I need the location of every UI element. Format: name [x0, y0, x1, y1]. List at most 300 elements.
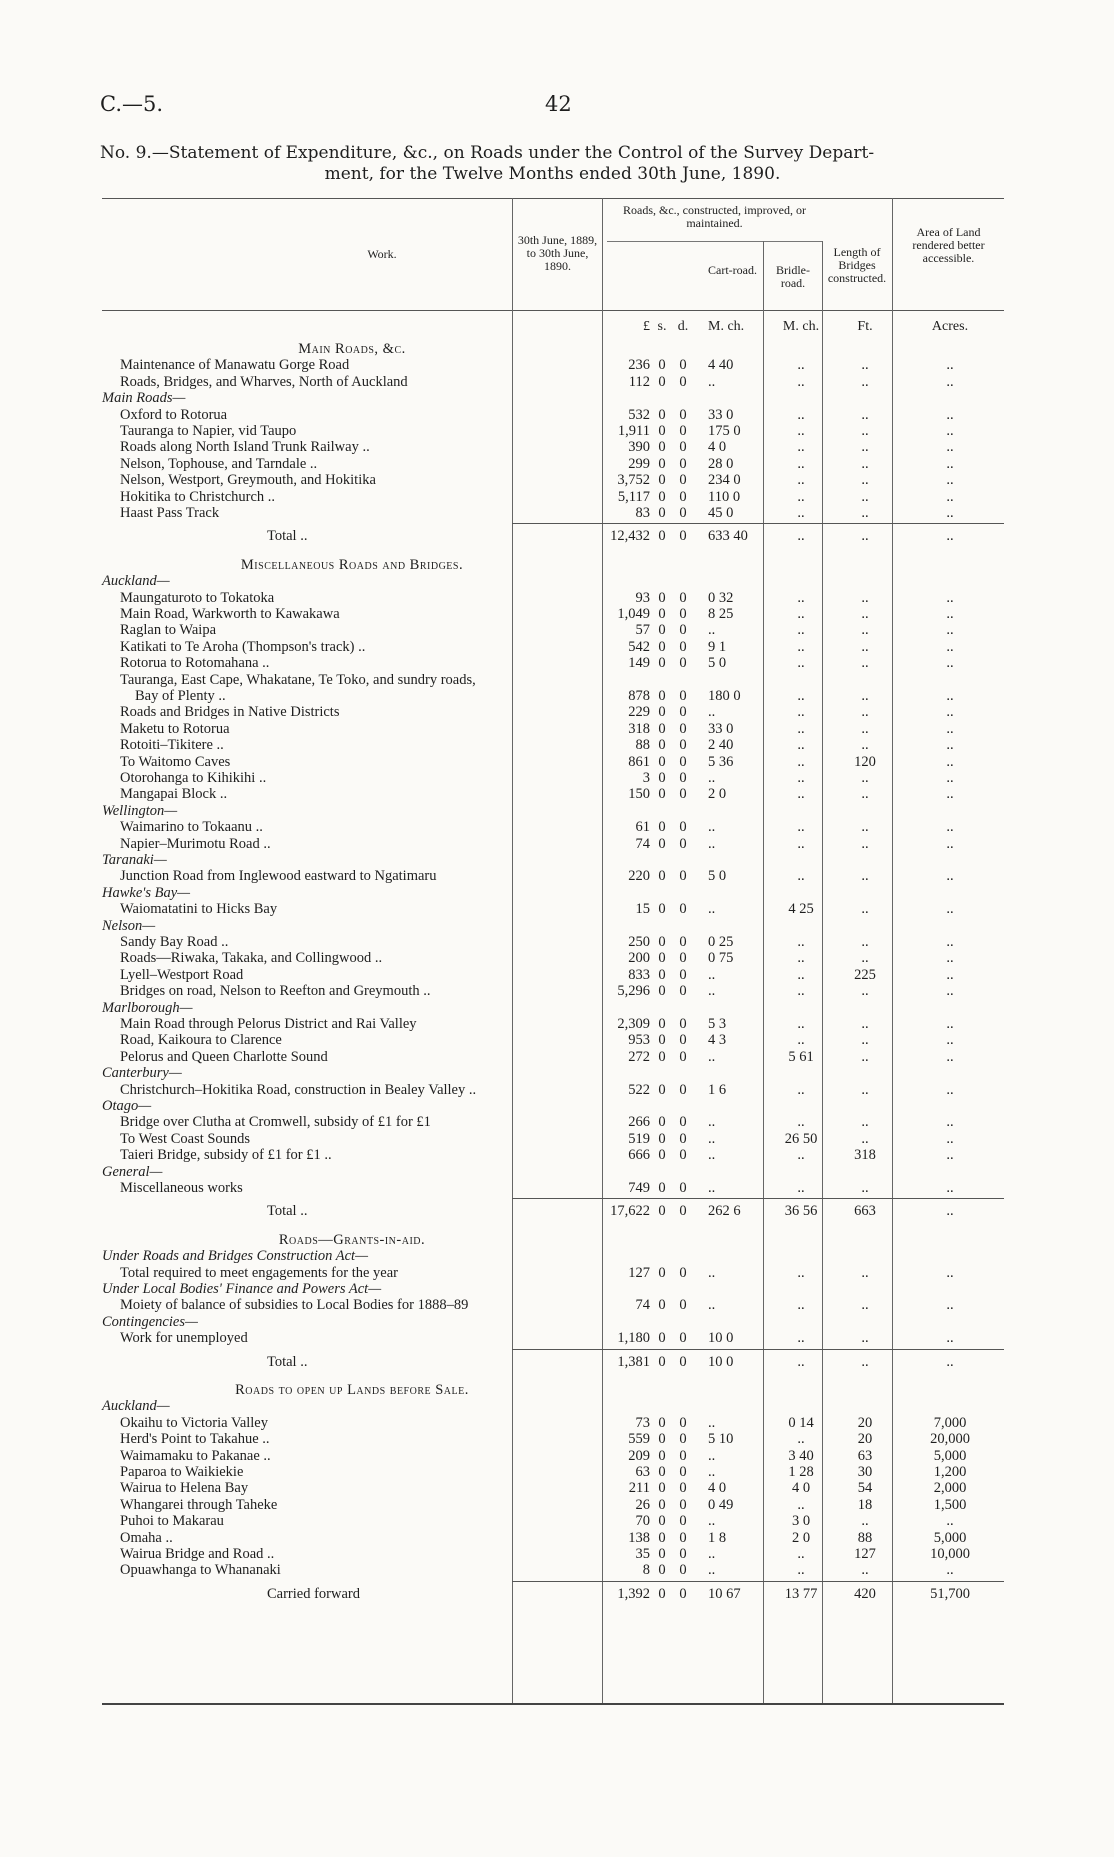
acres-cell: .. [946, 1513, 954, 1530]
table-row [102, 868, 1004, 884]
acres-cell: .. [946, 720, 954, 737]
cart-road-cell: .. [708, 1130, 716, 1147]
row-label: Waiomatatini to Hicks Bay [120, 901, 278, 918]
cart-road-cell: 180 0 [708, 688, 741, 704]
shillings-cell: 0 [658, 439, 666, 456]
section-heading [102, 557, 1004, 573]
unit-shillings: s. [657, 319, 667, 334]
pence-cell: 0 [679, 786, 687, 803]
row-label: Roads—Grants-in-aid. [278, 1231, 426, 1248]
pounds-cell: 878 [628, 688, 650, 704]
bridges-feet-cell: .. [861, 488, 869, 505]
pounds-cell: 749 [628, 1180, 650, 1196]
bridges-feet-cell: 318 [854, 1147, 876, 1164]
table-row [102, 1032, 1004, 1048]
bridle-road-cell: 5 61 [788, 1048, 814, 1065]
pence-cell: 0 [679, 1147, 687, 1164]
acres-cell: .. [946, 655, 954, 672]
shillings-cell: 0 [658, 1147, 666, 1164]
shillings-cell: 0 [658, 1330, 666, 1347]
cart-road-cell: 175 0 [708, 423, 741, 439]
shillings-cell: 0 [658, 1297, 666, 1314]
pence-cell: 0 [679, 357, 687, 374]
shillings-cell: 0 [658, 786, 666, 803]
pounds-cell: 299 [628, 455, 650, 472]
pounds-cell: 150 [628, 786, 650, 803]
bridle-road-cell: .. [797, 622, 805, 639]
pence-cell: 0 [679, 720, 687, 737]
shillings-cell: 0 [658, 406, 666, 423]
pence-cell: 0 [679, 622, 687, 639]
row-label: Auckland— [102, 573, 170, 590]
bridle-road-cell: 26 50 [784, 1130, 818, 1147]
table-row [102, 1131, 1004, 1147]
table-row [102, 1016, 1004, 1032]
cart-road-cell: 633 40 [708, 528, 748, 545]
row-label: To West Coast Sounds [120, 1130, 251, 1147]
total-rule [512, 1198, 1004, 1199]
unit-bridle: M. ch. [782, 319, 820, 334]
table-row [102, 1497, 1004, 1513]
pounds-cell: 1,392 [617, 1585, 650, 1602]
acres-cell: .. [946, 1114, 954, 1131]
bridges-feet-cell: .. [861, 1180, 869, 1196]
shillings-cell: 0 [658, 488, 666, 505]
acres-cell: .. [946, 589, 954, 606]
row-label: Under Roads and Bridges Construction Act— [102, 1248, 368, 1265]
pence-cell: 0 [679, 1447, 687, 1464]
shillings-cell: 0 [658, 950, 666, 967]
acres-cell: .. [946, 472, 954, 489]
pence-cell: 0 [679, 1562, 687, 1579]
series-code: C.—5. [100, 92, 164, 116]
bridle-road-cell: .. [797, 1180, 805, 1196]
pounds-cell: 3 [642, 770, 650, 786]
shillings-cell: 0 [658, 868, 666, 885]
bridle-road-cell: .. [797, 819, 805, 836]
cart-road-cell: 2 40 [708, 737, 734, 754]
bridges-feet-cell: .. [861, 622, 869, 639]
cart-road-cell: 10 67 [708, 1585, 741, 1602]
bridges-feet-cell: .. [861, 638, 869, 655]
row-label: Bay of Plenty .. [135, 688, 226, 704]
shillings-cell: 0 [658, 1130, 666, 1147]
pounds-cell: 2,309 [617, 1016, 650, 1032]
pence-cell: 0 [679, 1130, 687, 1147]
acres-cell: .. [946, 688, 954, 704]
bridle-road-cell: .. [797, 455, 805, 472]
row-label: Nelson, Westport, Greymouth, and Hokitika [120, 472, 376, 489]
total-rule [512, 1581, 1004, 1582]
pounds-cell: 57 [635, 622, 650, 639]
pence-cell: 0 [679, 1546, 687, 1562]
bridle-road-cell: .. [797, 720, 805, 737]
pounds-cell: 149 [628, 655, 650, 672]
row-label: Total .. [267, 528, 308, 545]
pence-cell: 0 [679, 1203, 687, 1220]
bridges-feet-cell: .. [861, 934, 869, 950]
pence-cell: 0 [679, 1496, 687, 1513]
pence-cell: 0 [679, 455, 687, 472]
bridges-feet-cell: .. [861, 786, 869, 803]
table-row [102, 1546, 1004, 1562]
shillings-cell: 0 [658, 528, 666, 545]
shillings-cell: 0 [658, 688, 666, 704]
row-label: Lyell–Westport Road [120, 966, 244, 983]
table-row [102, 1448, 1004, 1464]
bridges-feet-cell: 127 [854, 1546, 876, 1562]
acres-cell: .. [946, 439, 954, 456]
cart-road-cell: .. [708, 1562, 716, 1579]
shillings-cell: 0 [658, 1447, 666, 1464]
shillings-cell: 0 [658, 966, 666, 983]
row-label: Total required to meet engagements for the year [120, 1264, 398, 1281]
cart-road-cell: .. [708, 1264, 716, 1281]
bridle-road-cell: .. [797, 1496, 805, 1513]
bridges-feet-cell: .. [861, 373, 869, 390]
table-row [102, 983, 1004, 999]
acres-cell: 5,000 [933, 1447, 967, 1464]
table-row [102, 1562, 1004, 1578]
table-row [102, 1464, 1004, 1480]
shillings-cell: 0 [658, 1353, 666, 1370]
pounds-cell: 74 [635, 835, 650, 852]
bridle-road-cell: .. [797, 1016, 805, 1032]
table-row [102, 1265, 1004, 1281]
cart-road-cell: 5 0 [708, 868, 727, 885]
row-label: Miscellaneous Roads and Bridges. [240, 556, 464, 573]
row-label: Junction Road from Inglewood eastward to Ngatimaru [120, 868, 437, 885]
shillings-cell: 0 [658, 1480, 666, 1497]
acres-cell: .. [946, 1203, 954, 1220]
shillings-cell: 0 [658, 622, 666, 639]
pounds-cell: 532 [628, 406, 650, 423]
row-label: Main Road, Warkworth to Kawakawa [120, 606, 340, 622]
bridges-feet-cell: .. [861, 1048, 869, 1065]
bridges-feet-cell: .. [861, 1562, 869, 1579]
cart-road-cell: 2 0 [708, 786, 727, 803]
bridle-road-cell: .. [797, 688, 805, 704]
acres-cell: .. [946, 835, 954, 852]
bridle-road-cell: .. [797, 406, 805, 423]
row-label: Contingencies— [102, 1313, 198, 1330]
total-rule [512, 523, 1004, 524]
pounds-cell: 390 [628, 439, 650, 456]
shillings-cell: 0 [658, 1585, 666, 1602]
acres-cell: .. [946, 868, 954, 885]
table-row [102, 770, 1004, 786]
group-heading [102, 1164, 1004, 1180]
table-row [102, 1530, 1004, 1546]
cart-road-cell: .. [708, 1180, 716, 1196]
pence-cell: 0 [679, 488, 687, 505]
table-row [102, 737, 1004, 753]
cart-road-cell: .. [708, 622, 716, 639]
row-label: Hokitika to Christchurch .. [120, 488, 276, 505]
acres-cell: 2,000 [933, 1480, 967, 1497]
acres-cell: .. [946, 1330, 954, 1347]
pence-cell: 0 [679, 472, 687, 489]
pence-cell: 0 [679, 1114, 687, 1131]
pence-cell: 0 [679, 1081, 687, 1098]
table-row [102, 606, 1004, 622]
row-label: Auckland— [102, 1398, 170, 1415]
unit-feet: Ft. [857, 319, 873, 334]
bridle-road-cell: .. [797, 966, 805, 983]
bridges-feet-cell: 54 [857, 1480, 873, 1497]
bridle-road-cell: .. [797, 638, 805, 655]
shillings-cell: 0 [658, 720, 666, 737]
pounds-cell: 519 [628, 1130, 650, 1147]
section-heading [102, 341, 1004, 357]
table-row [102, 967, 1004, 983]
pounds-cell: 272 [628, 1048, 650, 1065]
cart-road-cell: 33 0 [708, 406, 734, 423]
acres-cell: .. [946, 638, 954, 655]
acres-cell: .. [946, 455, 954, 472]
bridges-feet-cell: 18 [857, 1496, 873, 1513]
table-row [102, 655, 1004, 671]
shillings-cell: 0 [658, 373, 666, 390]
pounds-cell: 200 [628, 950, 650, 967]
bridges-feet-cell: .. [861, 819, 869, 836]
row-label: Whangarei through Taheke [120, 1496, 278, 1513]
bridges-feet-cell: .. [861, 606, 869, 622]
bridges-feet-cell: .. [861, 1513, 869, 1530]
table-row [102, 1330, 1004, 1346]
bridle-road-cell: 3 40 [788, 1447, 814, 1464]
row-label: Work for unemployed [120, 1330, 248, 1347]
bridle-road-cell: .. [797, 1114, 805, 1131]
row-label: Puhoi to Makarau [120, 1513, 224, 1530]
bridle-road-cell: .. [797, 439, 805, 456]
acres-cell: .. [946, 1264, 954, 1281]
table-row [102, 622, 1004, 638]
acres-cell: .. [946, 357, 954, 374]
group-heading [102, 1398, 1004, 1414]
pence-cell: 0 [679, 1585, 687, 1602]
bridle-road-cell: 36 56 [784, 1203, 818, 1220]
row-label: Paparoa to Waikiekie [120, 1464, 244, 1480]
row-label: Total .. [267, 1203, 308, 1220]
pounds-cell: 127 [628, 1264, 650, 1281]
cart-road-cell: .. [708, 373, 716, 390]
bridle-road-cell: .. [797, 1297, 805, 1314]
bridle-road-cell: 1 28 [788, 1464, 814, 1480]
group-heading [102, 918, 1004, 934]
total-row [102, 1354, 1004, 1370]
shillings-cell: 0 [658, 835, 666, 852]
row-label: Roads to open up Lands before Sale. [235, 1382, 469, 1398]
table-row [102, 590, 1004, 606]
row-label: Bridge over Clutha at Cromwell, subsidy of £1 for £1 [120, 1114, 431, 1131]
bridges-feet-cell: 663 [854, 1203, 876, 1220]
table-row [102, 786, 1004, 802]
pounds-cell: 138 [628, 1529, 650, 1546]
table-row [102, 472, 1004, 488]
pence-cell: 0 [679, 1297, 687, 1314]
header-bridges-length: Length of Bridges constructed. [827, 245, 887, 285]
row-label: Opuawhanga to Whananaki [120, 1562, 281, 1579]
shillings-cell: 0 [658, 737, 666, 754]
pounds-cell: 83 [635, 505, 650, 521]
pounds-cell: 236 [628, 357, 650, 374]
pounds-cell: 559 [628, 1431, 650, 1448]
pounds-cell: 1,180 [617, 1330, 650, 1347]
table-row [102, 901, 1004, 917]
pence-cell: 0 [679, 1330, 687, 1347]
bridle-road-cell: .. [797, 423, 805, 439]
shillings-cell: 0 [658, 505, 666, 521]
bridle-road-cell: .. [797, 1431, 805, 1448]
group-heading [102, 885, 1004, 901]
table-row [102, 357, 1004, 373]
bridges-feet-cell: 20 [857, 1431, 873, 1448]
pence-cell: 0 [679, 1353, 687, 1370]
pence-cell: 0 [679, 950, 687, 967]
pence-cell: 0 [679, 606, 687, 622]
bridges-feet-cell: .. [861, 423, 869, 439]
cart-road-cell: 0 49 [708, 1496, 734, 1513]
acres-cell: .. [946, 406, 954, 423]
shillings-cell: 0 [658, 1562, 666, 1579]
group-heading [102, 1065, 1004, 1081]
row-label: Tauranga, East Cape, Whakatane, Te Toko, and sundry roads, [120, 671, 476, 688]
shillings-cell: 0 [658, 983, 666, 1000]
bridges-feet-cell: .. [861, 1353, 869, 1370]
table-row [102, 1147, 1004, 1163]
row-label: Taranaki— [102, 852, 167, 868]
bridges-feet-cell: 30 [857, 1464, 873, 1480]
acres-cell: .. [946, 770, 954, 786]
row-label: Maintenance of Manawatu Gorge Road [120, 357, 350, 374]
cart-road-cell: 8 25 [708, 606, 734, 622]
table-row [102, 1049, 1004, 1065]
row-label: Oxford to Rotorua [120, 406, 228, 423]
shillings-cell: 0 [658, 606, 666, 622]
bridges-feet-cell: .. [861, 901, 869, 918]
table-row [102, 1297, 1004, 1313]
pence-cell: 0 [679, 966, 687, 983]
bridle-road-cell: 3 0 [791, 1513, 811, 1530]
bridges-feet-cell: .. [861, 720, 869, 737]
row-label: Carried forward [267, 1585, 360, 1602]
shillings-cell: 0 [658, 423, 666, 439]
table-row [102, 639, 1004, 655]
pence-cell: 0 [679, 1264, 687, 1281]
table-row [102, 407, 1004, 423]
row-label: Under Local Bodies' Finance and Powers Act— [102, 1281, 382, 1297]
pence-cell: 0 [679, 901, 687, 918]
pounds-cell: 17,622 [610, 1203, 650, 1220]
bridle-road-cell: .. [797, 505, 805, 521]
bridle-road-cell: 0 14 [788, 1414, 814, 1431]
row-label: Moiety of balance of subsidies to Local Bodies for 1888–89 [120, 1297, 469, 1314]
bridle-road-cell: .. [797, 770, 805, 786]
bridges-feet-cell: .. [861, 406, 869, 423]
bridges-feet-cell: .. [861, 688, 869, 704]
shillings-cell: 0 [658, 589, 666, 606]
bridle-road-cell: .. [797, 1264, 805, 1281]
bridges-feet-cell: .. [861, 737, 869, 754]
acres-cell: .. [946, 786, 954, 803]
table-row [102, 704, 1004, 720]
row-label: Otorohanga to Kihikihi .. [120, 770, 267, 786]
group-heading [102, 573, 1004, 589]
cart-road-cell: 1 8 [708, 1529, 727, 1546]
row-label: Main Road through Pelorus District and Rai Valley [120, 1016, 417, 1032]
pence-cell: 0 [679, 1529, 687, 1546]
cart-road-cell: 5 3 [708, 1016, 727, 1032]
row-label: Rotorua to Rotomahana .. [120, 655, 270, 672]
bridges-feet-cell: .. [861, 505, 869, 521]
title-line-2: ment, for the Twelve Months ended 30th June, 1890. [324, 164, 781, 184]
unit-pence: d. [677, 319, 689, 334]
bridle-road-cell: 4 0 [791, 1480, 811, 1497]
acres-cell: .. [946, 950, 954, 967]
cart-road-cell: .. [708, 704, 716, 721]
cart-road-cell: 0 32 [708, 589, 734, 606]
shillings-cell: 0 [658, 1180, 666, 1196]
cart-road-cell: .. [708, 1464, 716, 1480]
shillings-cell: 0 [658, 1016, 666, 1032]
bridges-feet-cell: 120 [854, 753, 876, 770]
row-label: Raglan to Waipa [120, 622, 217, 639]
table-row [102, 672, 1004, 688]
shillings-cell: 0 [658, 704, 666, 721]
bridges-feet-cell: .. [861, 868, 869, 885]
pence-cell: 0 [679, 983, 687, 1000]
table-row [102, 819, 1004, 835]
acres-cell: .. [946, 373, 954, 390]
shillings-cell: 0 [658, 1114, 666, 1131]
pounds-cell: 1,049 [617, 606, 650, 622]
table-row [102, 439, 1004, 455]
bridle-road-cell: .. [797, 737, 805, 754]
cart-road-cell: .. [708, 1147, 716, 1164]
table-row [102, 1415, 1004, 1431]
bridges-feet-cell: 420 [854, 1585, 876, 1602]
group-heading [102, 1281, 1004, 1297]
row-label: Roads—Riwaka, Takaka, and Collingwood .. [120, 950, 383, 967]
acres-cell: .. [946, 1048, 954, 1065]
cart-road-cell: 5 0 [708, 655, 727, 672]
total-row [102, 528, 1004, 544]
row-label: Pelorus and Queen Charlotte Sound [120, 1048, 328, 1065]
pounds-cell: 1,381 [617, 1353, 650, 1370]
bridle-road-cell: 2 0 [791, 1529, 811, 1546]
pounds-cell: 15 [635, 901, 650, 918]
pence-cell: 0 [679, 439, 687, 456]
section-heading [102, 1232, 1004, 1248]
row-label: General— [102, 1163, 163, 1180]
shillings-cell: 0 [658, 1529, 666, 1546]
group-heading [102, 803, 1004, 819]
cart-road-cell: .. [708, 1447, 716, 1464]
acres-cell: 5,000 [933, 1529, 967, 1546]
shillings-cell: 0 [658, 472, 666, 489]
pence-cell: 0 [679, 1016, 687, 1032]
pounds-cell: 250 [628, 934, 650, 950]
acres-cell: 1,200 [933, 1464, 967, 1480]
pence-cell: 0 [679, 753, 687, 770]
cart-road-cell: .. [708, 1297, 716, 1314]
acres-cell: .. [946, 753, 954, 770]
bridges-feet-cell: .. [861, 1297, 869, 1314]
pence-cell: 0 [679, 704, 687, 721]
row-label: Road, Kaikoura to Clarence [120, 1032, 282, 1049]
pounds-cell: 229 [628, 704, 650, 721]
